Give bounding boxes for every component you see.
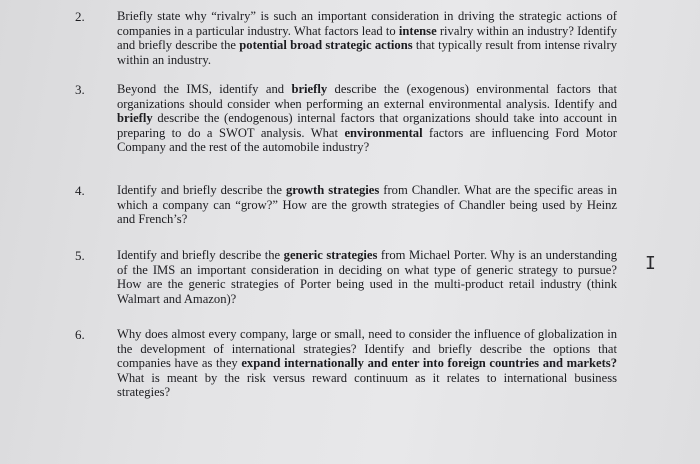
bold-text-run: potential broad strategic actions [239, 38, 413, 53]
bold-text-run: briefly [291, 82, 328, 96]
text-run: rivalry within an industry? Identify and briefly describe the [117, 23, 617, 53]
bold-text-run: expand internationally and enter into foreign countries and markets? [241, 356, 617, 371]
question-number: 5. [75, 248, 85, 263]
question-number: 4. [75, 183, 85, 198]
text-run: What is meant by the risk versus reward continuum as it relates to international business strategies? [117, 370, 617, 400]
question-number: 2. [75, 9, 85, 24]
text-run: Briefly state why “rivalry” is such an important consideration in driving the strategic actions of companies in a particular industry. What factors lead to [117, 9, 617, 38]
question-number: 6. [75, 327, 85, 342]
bold-text-run: environmental [344, 125, 423, 140]
question-number: 3. [75, 82, 85, 97]
text-run: Beyond the IMS, identify and [117, 82, 292, 96]
question-text [117, 82, 617, 155]
text-cursor-icon: I [645, 253, 656, 274]
text-run: describe the (endogenous) internal factors that organizations should take into account in preparing to do a SWOT analysis. What [117, 111, 617, 140]
bold-text-run: briefly [117, 111, 153, 126]
text-run: from Michael Porter. Why is an understanding of the IMS an important consideration in deciding on what type of generic strategy to pursue? How are the generic strategies of Porter being used in the multi-product retail industry (think Walmart and Amazon)? [117, 248, 618, 306]
text-run: Identify and briefly describe the [117, 183, 286, 197]
bold-text-run: generic strategies [283, 248, 378, 262]
bold-text-run: intense [398, 23, 437, 38]
text-run: that typically result from intense rivalry within an industry. [117, 38, 617, 67]
text-run: Why does almost every company, large or small, need to consider the influence of globalization in the development of international strategies? Identify and briefly describe the options that companies have as they [117, 327, 617, 371]
question-text [117, 183, 617, 227]
text-run: from Chandler. What are the specific areas in which a company can “grow?” How are the growth strategies of Chandler being used by Heinz and French’s? [117, 183, 618, 227]
text-run: Identify and briefly describe the [117, 248, 284, 262]
question-text [117, 327, 617, 400]
question-text [117, 248, 617, 306]
text-run: factors are influencing Ford Motor Company and the rest of the automobile industry? [117, 125, 617, 155]
question-text [117, 9, 617, 67]
bold-text-run: growth strategies [285, 183, 380, 197]
text-run: describe the (exogenous) environmental factors that organizations should consider when performing an external environmental analysis. Identify and [117, 82, 617, 111]
